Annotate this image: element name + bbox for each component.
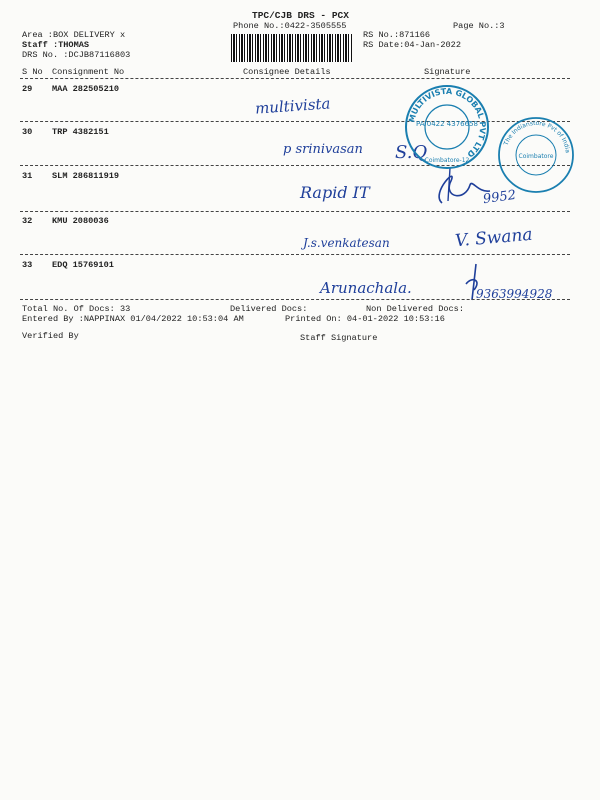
- stamp-bottom-text: Coimbatore-12: [424, 157, 470, 164]
- col-consignee: Consignee Details: [243, 67, 331, 77]
- printed-on: Printed On: 04-01-2022 10:53:16: [285, 314, 445, 324]
- header-divider: [20, 78, 570, 79]
- row-sno: 30: [22, 127, 33, 137]
- stamp-ring-text: The Indianstore Pvt of India: [502, 119, 571, 154]
- rs-number: RS No.:871166: [363, 30, 431, 40]
- row-consignment: KMU 2080036: [52, 216, 109, 226]
- row-signature: S.Q: [395, 142, 428, 163]
- row-handwritten-name: multivista: [254, 94, 331, 118]
- row-divider: [20, 254, 570, 255]
- row-handwritten-name: J.s.venkatesan: [303, 236, 390, 250]
- row-divider: [20, 211, 570, 212]
- col-signature: Signature: [424, 67, 471, 77]
- total-docs: Total No. Of Docs: 33: [22, 304, 131, 314]
- row-signature: 9363994928: [476, 287, 553, 301]
- area-label: Area :BOX DELIVERY x: [22, 30, 126, 40]
- barcode: [231, 34, 352, 62]
- document-title: TPC/CJB DRS - PCX: [252, 10, 349, 21]
- row-handwritten-name: Arunachala.: [320, 279, 412, 297]
- row-consignment: MAA 282505210: [52, 84, 120, 94]
- row-sno: 31: [22, 171, 33, 181]
- verified-by: Verified By: [22, 331, 79, 341]
- secondary-stamp: [496, 115, 576, 195]
- staff-signature: Staff Signature: [300, 333, 378, 343]
- row-consignment: SLM 286811919: [52, 171, 120, 181]
- page-number: Page No.:3: [453, 21, 505, 31]
- rs-date: RS Date:04-Jan-2022: [363, 40, 461, 50]
- phone-number: Phone No.:0422-3505555: [233, 21, 347, 31]
- row-handwritten-name: p srinivasan: [283, 142, 363, 157]
- entered-by: Entered By :NAPPINAX 01/04/2022 10:53:04 AM: [22, 314, 244, 324]
- stamp-center-text: Coimbatore: [518, 153, 554, 160]
- row-signature: 9952: [482, 187, 517, 208]
- col-sno: S No: [22, 67, 43, 77]
- staff-label: Staff :THOMAS: [22, 40, 90, 50]
- row-divider: [20, 299, 570, 300]
- signature-scribble: [462, 262, 486, 302]
- row-sno: 33: [22, 260, 33, 270]
- row-consignment: EDQ 15769101: [52, 260, 114, 270]
- stamp-center-text: PA 0422 4376658: [415, 120, 479, 128]
- svg-text:The Indianstore Pvt of India: [502, 120, 571, 154]
- drs-number: DRS No. :DCJB87116803: [22, 50, 131, 60]
- row-handwritten-name: Rapid IT: [300, 183, 370, 202]
- row-signature: V. Swana: [454, 224, 534, 252]
- col-consignment: Consignment No: [52, 67, 125, 77]
- row-sno: 29: [22, 84, 33, 94]
- non-delivered-docs: Non Delivered Docs:: [366, 304, 464, 314]
- stamp-ring-text: MULTIVISTA GLOBAL PVT LTD: [407, 86, 488, 159]
- row-sno: 32: [22, 216, 33, 226]
- company-stamp: [402, 82, 492, 172]
- row-consignment: TRP 4382151: [52, 127, 109, 137]
- delivered-docs: Delivered Docs:: [230, 304, 308, 314]
